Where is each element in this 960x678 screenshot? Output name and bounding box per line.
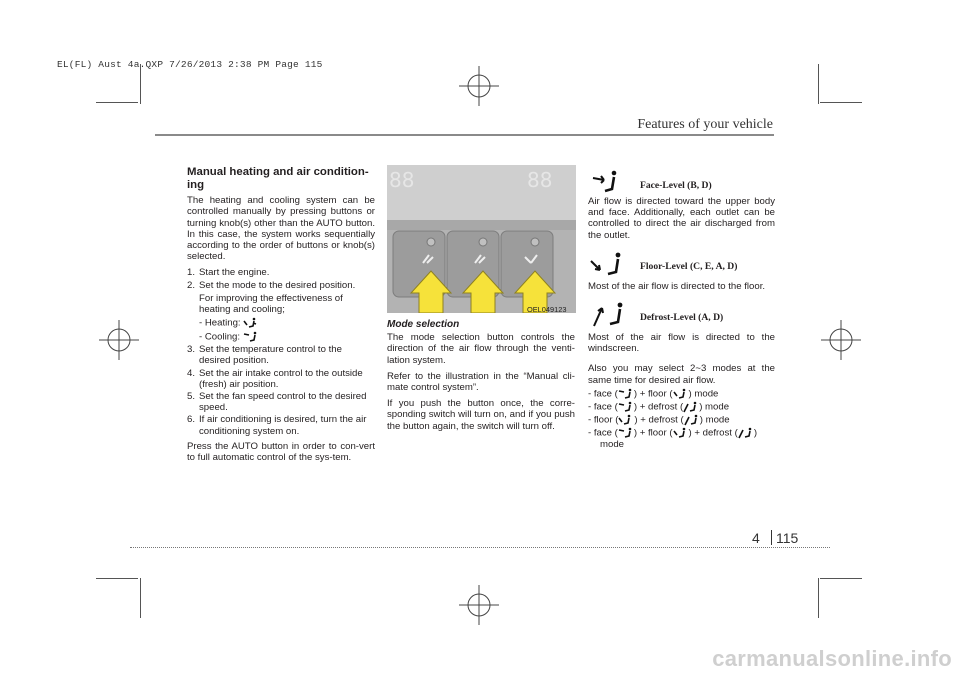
face-mode-icon xyxy=(618,388,634,400)
combo-text: ) + floor ( xyxy=(633,427,673,439)
list-item xyxy=(187,414,375,436)
combo-text: ) mode xyxy=(699,401,730,413)
defrost-mode-icon xyxy=(738,427,754,439)
page-number-block xyxy=(752,530,760,546)
defrost-mode-icon xyxy=(683,401,699,413)
chapter-number: 4 xyxy=(752,530,760,546)
defrost-level-row xyxy=(588,300,775,332)
mode-paragraph-3: If you push the button once, the corre-sponding switch will turn on, and if you push the button again, the switch will turn off. xyxy=(387,398,575,432)
mode-paragraph-2: Refer to the illustration in the “Manual cli-mate control system”. xyxy=(387,370,575,394)
header-rule xyxy=(155,134,774,136)
step-text: If air conditioning is desired, turn the air conditioning system on. xyxy=(199,414,367,437)
watermark: carmanualsonline.info xyxy=(712,646,952,671)
heating-label: - Heating: xyxy=(199,317,241,329)
list-item xyxy=(588,427,775,450)
registration-mark-icon xyxy=(821,320,861,360)
crop-mark xyxy=(96,102,138,103)
face-level-text: Air flow is directed toward the upper body and face. Additionally, each outlet can be controlled to direct the air discharged from the outlet. xyxy=(588,196,775,241)
crop-mark xyxy=(140,578,141,618)
page-number-divider xyxy=(771,530,772,545)
floor-level-row xyxy=(588,249,775,281)
list-item xyxy=(588,414,775,426)
floor-level-title: Floor-Level (C, E, A, D) xyxy=(640,260,738,272)
step-number: 5. xyxy=(187,391,196,403)
combo-text: ) + defrost ( xyxy=(634,414,684,426)
crop-mark xyxy=(818,578,819,618)
section-header-title: Features of your vehicle xyxy=(637,117,773,132)
svg-text:88: 88 xyxy=(389,168,415,192)
step-number: 2. xyxy=(187,279,196,291)
step-text: Start the engine. xyxy=(199,267,270,279)
section-heading: Manual heating and air condition-ing xyxy=(187,166,369,191)
step-text: Set the mode to the desired position. xyxy=(199,279,356,291)
defrost-mode-icon xyxy=(592,300,626,332)
step-text: Set the temperature control to the desired position. xyxy=(199,344,342,367)
combo-text: mode xyxy=(600,438,624,450)
middle-column xyxy=(387,317,575,437)
floor-mode-icon xyxy=(243,317,259,329)
step-text: Set the air intake control to the outside (fresh) air position. xyxy=(199,367,363,390)
step-number: 1. xyxy=(187,267,196,279)
floor-level-text: Most of the air flow is directed to the floor. xyxy=(588,280,766,292)
face-level-title: Face-Level (B, D) xyxy=(640,180,712,191)
list-item xyxy=(187,391,375,413)
combo-text: ) mode xyxy=(699,414,730,426)
crop-mark xyxy=(140,64,141,104)
combo-intro: Also you may select 2~3 modes at the same time for desired air flow. xyxy=(588,363,775,386)
step-number: 3. xyxy=(187,344,196,356)
list-item xyxy=(187,368,375,390)
figure-caption: OEL049123 xyxy=(527,305,567,314)
climate-panel-photo xyxy=(387,165,576,313)
combo-text: - face ( xyxy=(588,401,618,413)
list-item xyxy=(588,401,775,413)
list-item xyxy=(588,388,775,400)
floor-mode-icon xyxy=(673,388,689,400)
steps-list xyxy=(187,267,375,436)
face-mode-icon xyxy=(618,401,634,413)
page-number: 115 xyxy=(776,530,799,546)
combo-text: ) + floor ( xyxy=(633,388,673,400)
svg-text:88: 88 xyxy=(527,168,553,192)
defrost-level-title: Defrost-Level (A, D) xyxy=(640,312,724,324)
floor-mode-icon xyxy=(673,427,689,439)
combo-text: - face ( xyxy=(588,427,618,439)
cooling-line xyxy=(199,331,375,343)
face-mode-icon xyxy=(618,427,634,439)
registration-mark-icon xyxy=(99,320,139,360)
list-item xyxy=(187,344,375,366)
heating-line xyxy=(199,317,375,329)
combo-text: - face ( xyxy=(588,388,618,400)
face-level-row xyxy=(588,166,775,196)
print-slug: EL(FL) Aust 4a.QXP 7/26/2013 2:38 PM Page 115 xyxy=(57,59,323,70)
registration-mark-icon xyxy=(459,66,499,106)
crop-mark xyxy=(96,578,138,579)
mode-paragraph-1: The mode selection button controls the direction of the air flow through the venti-lation system. xyxy=(387,332,575,366)
combo-list xyxy=(588,388,775,450)
floor-mode-icon xyxy=(618,414,634,426)
outro-paragraph: Press the AUTO button in order to con-vert to full automatic control of the sys-tem. xyxy=(187,440,375,464)
list-item xyxy=(187,267,375,278)
mode-selection-heading: Mode selection xyxy=(387,319,460,330)
left-column xyxy=(187,166,375,468)
defrost-level-text: Most of the air flow is directed to the windscreen. xyxy=(588,332,775,355)
footer-dotted-rule xyxy=(130,547,830,548)
intro-paragraph: The heating and cooling system can be controlled manually by pressing buttons or turning knob(s) other than the AUTO button. In this case, the system works sequentially according to the order of buttons or knob(s) selected. xyxy=(187,195,375,263)
climate-panel-illustration xyxy=(387,165,576,313)
step-number: 6. xyxy=(187,414,196,426)
combo-text: ) + defrost ( xyxy=(633,401,684,413)
floor-mode-icon xyxy=(590,251,624,279)
combo-text: ) mode xyxy=(688,388,719,400)
crop-mark xyxy=(820,578,862,579)
step-note: For improving the effectiveness of heating and cooling; xyxy=(199,292,343,316)
right-column xyxy=(588,166,775,450)
step-text: Set the fan speed control to the desired speed. xyxy=(199,391,367,414)
defrost-mode-icon xyxy=(684,414,700,426)
crop-mark xyxy=(818,64,819,104)
crop-mark xyxy=(820,102,862,103)
combo-text: - floor ( xyxy=(588,414,619,426)
face-mode-icon xyxy=(592,170,620,194)
cooling-label: - Cooling: xyxy=(199,331,241,343)
face-mode-icon xyxy=(243,331,259,343)
combo-text: ) xyxy=(753,427,758,439)
step-number: 4. xyxy=(187,367,196,379)
combo-text: ) + defrost ( xyxy=(688,427,738,439)
registration-mark-icon xyxy=(459,585,499,625)
list-item xyxy=(187,280,375,344)
